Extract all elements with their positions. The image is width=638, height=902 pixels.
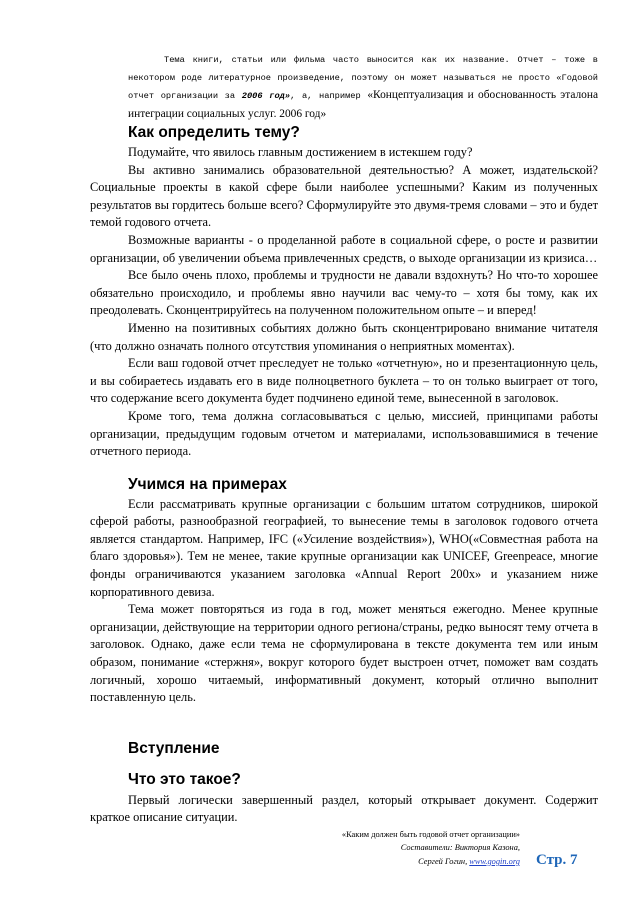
- paragraph: Если ваш годовой отчет преследует не только «отчетную», но и презентационную цель, и вы собираетесь издавать его в виде полноцветного буклета – то он только выиграет от того, что содержание всего документа будет подчинено единой теме, вынесенной в заголовок.: [90, 356, 598, 406]
- paragraph: Вы активно занимались образовательной деятельностью? А может, издательской? Социальные проекты в какой сфере были наиболее успешными? Каким из полученных результатов вы гордитесь больше всего? Сформулируйте это двумя-тремя словами – это и будет темой годового отчета.: [90, 162, 598, 230]
- heading-examples: Учимся на примерах: [128, 475, 287, 493]
- paragraph: Первый логически завершенный раздел, который открывает документ. Содержит краткое описание ситуации.: [90, 792, 598, 825]
- paragraph: Если рассматривать крупные организации с большим штатом сотрудников, широкой сферой работы, разнообразной географией, то вынесение темы в заголовок годового отчета является стандартом. Например, IFC («Усиление воздействия»), WHO(«Совместная работа на благо здоровья»). Тем не менее, такие крупные организации как UNICEF, Greenpeace, многие фонды ограничиваются указанием заголовка «Annual Report 200x» и указанием ниже корпоративного девиза.: [90, 496, 598, 599]
- page-footer: [342, 828, 520, 868]
- heading-theme: Как определить тему?: [128, 124, 300, 141]
- intro-text-2: , а, например: [290, 91, 361, 102]
- footer-author-line: [342, 855, 520, 868]
- paragraph: Кроме того, тема должна согласовываться с целью, миссией, принципами работы организации, предыдущим годовым отчетом и материалами, использовавшимися в течение отчетного периода.: [90, 408, 598, 459]
- page-number: Стр. 7: [536, 852, 578, 868]
- document-body: [90, 120, 598, 827]
- paragraph: Все было очень плохо, проблемы и трудности не давали вздохнуть? Но что-то хорошее обязательно происходило, и проблемы явно научили вас чему-то – хотя бы тому, как их преодолевать. Сконцентрируйтесь на полученном положительном опыте – и вперед!: [90, 268, 598, 318]
- paragraph: Возможные варианты - о проделанной работе в социальной сфере, о росте и развитии организации, об увеличении объема привлеченных средств, о выходе организации из кризиса…: [90, 232, 598, 265]
- intro-example-title: «Концептуализация и обоснованность эталона интеграции социальных услуг. 2006 год»: [128, 89, 599, 120]
- footer-author-name: Сергей Гогин,: [418, 856, 470, 866]
- intro-year: 2006 год»: [241, 91, 291, 102]
- paragraph: Подумайте, что явилось главным достижением в истекшем году?: [128, 145, 473, 159]
- paragraph: Именно на позитивных событиях должно быть сконцентрировано внимание читателя (что должно означать полного отсутствия упоминания о неприятных моментах).: [90, 320, 598, 353]
- heading-introduction: Вступление: [128, 739, 220, 757]
- paragraph: Тема может повторяться из года в год, может меняться ежегодно. Менее крупные организации, действующие на территории одного региона/страны, редко выносят тему отчета в заголовок. Однако, даже если тема не сформулирована в тексте документа тем или иным образом, понимание «стержня», вокруг которого будет выстроен отчет, поможет вам создать логичный, хорошо читаемый, информативный документ, который отлично выполнит поставленную цель.: [90, 602, 598, 705]
- footer-authors: Составители: Виктория Казона,: [400, 843, 520, 853]
- footer-website-link[interactable]: www.gogin.org: [469, 856, 520, 866]
- footer-title: «Каким должен быть годовой отчет организации»: [341, 830, 520, 839]
- intro-note: [128, 52, 598, 124]
- heading-what-is-it: Что это такое?: [128, 770, 241, 788]
- intro-text-1: Тема книги, статьи или фильма часто выносится как их название. Отчет – тоже в некотором роде литературное произведение, поэтому он может называться не просто «Годовой отчет организации за: [128, 55, 598, 102]
